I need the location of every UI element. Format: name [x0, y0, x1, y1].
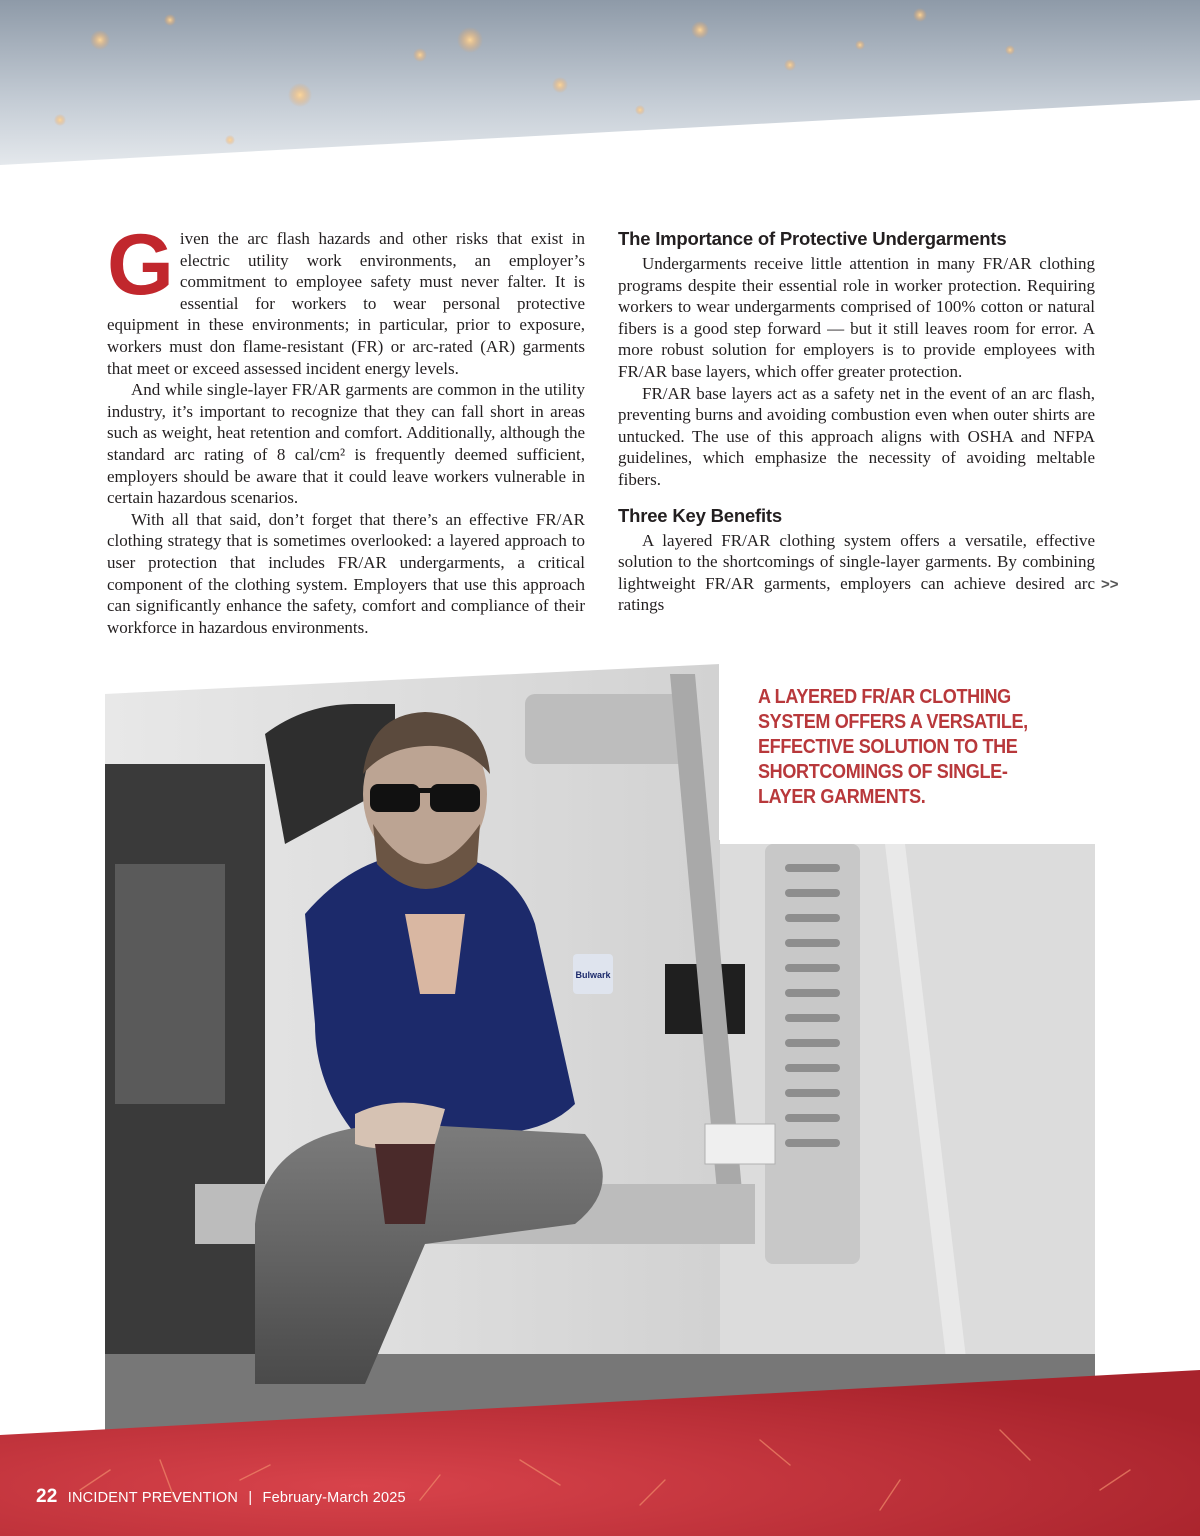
body-paragraph: A layered FR/AR clothing system offers a versatile, effective solution to the shortcomings of single-layer garments. By combining lightweight FR/AR garments, employers can achieve desired arc ratings — [618, 530, 1095, 615]
continue-arrow-icon: >> — [1101, 576, 1119, 593]
publication-name: INCIDENT PREVENTION — [67, 1490, 239, 1506]
drop-cap: G — [107, 217, 174, 313]
body-paragraph: Undergarments receive little attention in many FR/AR clothing programs despite their essential role in worker protection. Requiring workers to wear undergarments comprised of 100% cotton or natural fibers is a good step forward — but it still leaves room for error. A more robust solution for employers is to provide employees with FR/AR base layers, which offer greater protection. — [618, 254, 1095, 381]
intro-paragraph: Given the arc flash hazards and other risks that exist in electric utility work environments, an employer’s commitment to employee safety must never falter. It is essential for workers to wear personal protective equipment in these environments; in particular, prior to exposure, workers must don flame-resistant (FR) or arc-rated (AR) garments that meet or exceed assessed incident energy levels. — [107, 217, 585, 378]
footer-folio — [36, 1486, 406, 1508]
pull-quote: A LAYERED FR/AR CLOTHING SYSTEM OFFERS A VERSATILE, EFFECTIVE SOLUTION TO THE SHORTCOMINGS OF SINGLE-LAYER GARMENTS. — [758, 685, 1028, 808]
folio-separator: | — [248, 1490, 253, 1506]
header-sparks-banner — [0, 0, 1200, 200]
jacket-patch: Bulwark — [575, 970, 611, 980]
footer-banner — [0, 1370, 1200, 1536]
section-heading: Three Key Benefits — [618, 504, 782, 526]
body-paragraph: With all that said, don’t forget that there’s an effective FR/AR clothing strategy that is sometimes overlooked: a layered approach to user protection that includes FR/AR undergarments, a critical component of the clothing system. Employers that use this approach can significantly enhance the safety, comfort and compliance of their workforce in hazardous environments. — [107, 509, 585, 637]
issue-date: February-March 2025 — [262, 1490, 406, 1506]
article-right-column — [618, 228, 1095, 616]
page-number: 22 — [36, 1486, 58, 1507]
body-paragraph: And while single-layer FR/AR garments are common in the utility industry, it’s important to recognize that they can fall short in areas such as weight, heat retention and comfort. Additionally, although the standard arc rating of 8 cal/cm² is frequently deemed sufficient, employers should be aware that it could leave workers vulnerable in certain hazardous scenarios. — [107, 380, 585, 508]
section-heading: The Importance of Protective Undergarments — [618, 228, 1007, 249]
body-paragraph: FR/AR base layers act as a safety net in the event of an arc flash, preventing burns and avoiding combustion even when outer shirts are untucked. The use of this approach aligns with OSHA and NFPA guidelines, which emphasize the necessity of avoiding meltable fibers. — [618, 383, 1095, 489]
article-left-column — [107, 217, 585, 638]
